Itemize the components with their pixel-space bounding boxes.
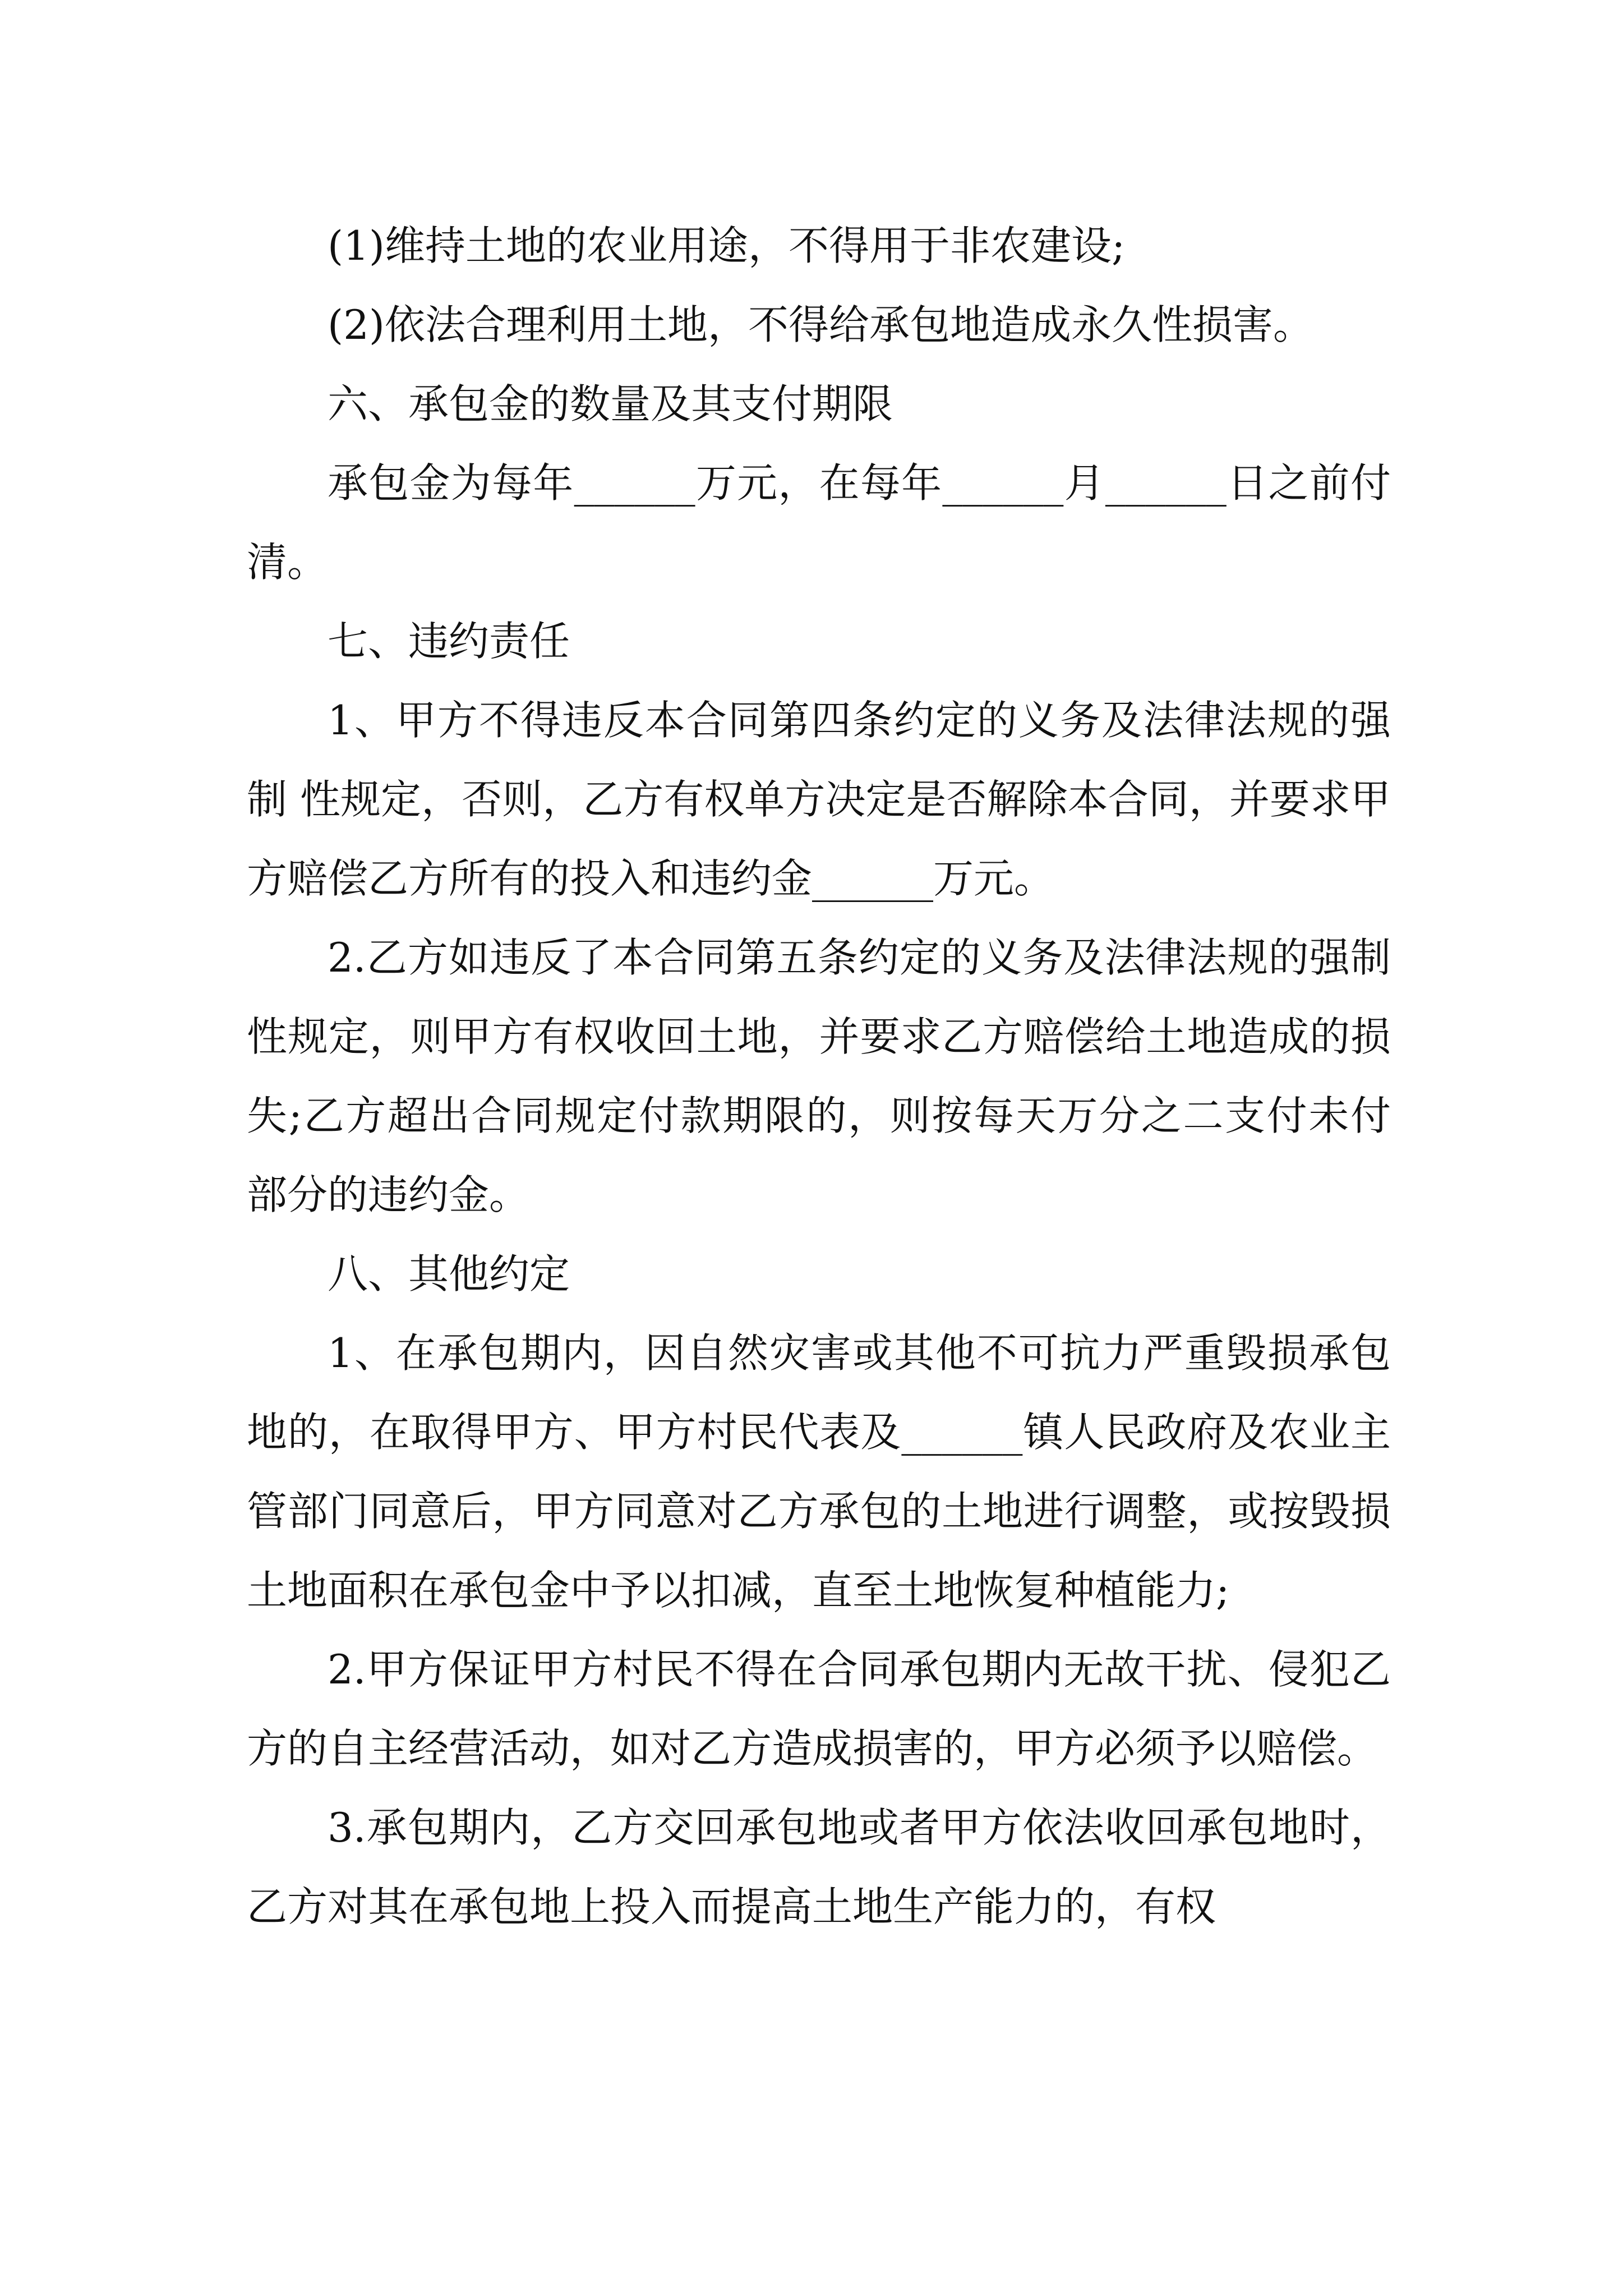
section-heading-6: 六、承包金的数量及其支付期限 — [328, 380, 893, 427]
breach-clause-party-a: 1、甲方不得违反本合同第四条约定的义务及法律法规的强制 性规定，否则，乙方有权单方决定是否解除本合同，并要求甲方赔偿乙方所有的投入和违约金______万元。 — [247, 697, 1391, 902]
section-heading-7: 七、违约责任 — [328, 618, 570, 665]
other-clause-2: 2.甲方保证甲方村民不得在合同承包期内无故干扰、侵犯乙方的自主经营活动，如对乙方造成损害的，甲方必须予以赔偿。 — [247, 1646, 1391, 1772]
section-heading-8: 八、其他约定 — [328, 1250, 570, 1297]
breach-clause-party-b: 2.乙方如违反了本合同第五条约定的义务及法律法规的强制性规定，则甲方有权收回土地，并要求乙方赔偿给土地造成的损失;乙方超出合同规定付款期限的，则按每天万分之二支付未付部分的违约金。 — [247, 934, 1391, 1218]
rent-payment-paragraph: 承包金为每年______万元，在每年______月______日之前付清。 — [247, 459, 1391, 586]
clause-2-land-protection: (2)依法合理利用土地，不得给承包地造成永久性损害。 — [328, 301, 1313, 348]
other-clause-3: 3.承包期内，乙方交回承包地或者甲方依法收回承包地时，乙方对其在承包地上投入而提高土地生产能力的，有权 — [247, 1804, 1391, 1930]
clause-1-land-use: (1)维持土地的农业用途，不得用于非农建设; — [328, 222, 1126, 269]
document-body — [247, 206, 1391, 1947]
other-clause-1: 1、在承包期内，因自然灾害或其他不可抗力严重毁损承包地的，在取得甲方、甲方村民代表及______镇人民政府及农业主管部门同意后，甲方同意对乙方承包的土地进行调整，或按毁损土地面积在承包金中予以扣减，直至土地恢复种植能力; — [247, 1329, 1391, 1614]
